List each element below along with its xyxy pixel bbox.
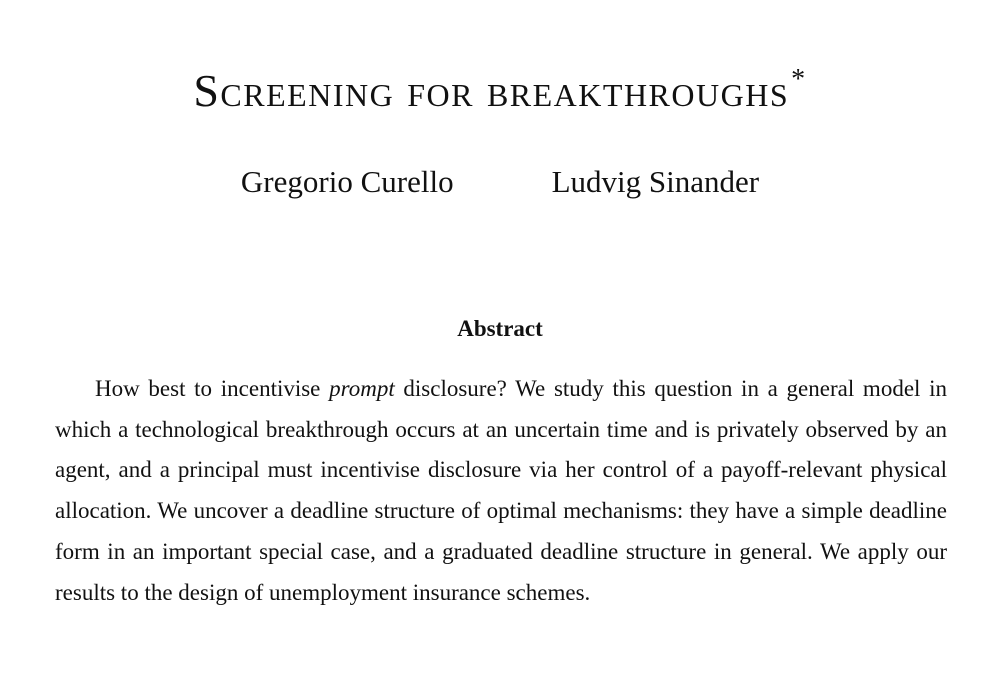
abstract-heading: Abstract (457, 316, 543, 341)
abstract-text-rest: disclosure? We study this question in a general model in which a technological breakthrough occurs at an uncertain time and is privately observed by an agent, and a principal must incentivise disclosure via her control of a payoff-relevant physical allocation. We uncover a deadline structure of optimal mechanisms: they have a simple deadline form in an important special case, and a graduated deadline structure in general. We apply our results to the design of unemployment insurance schemes. (55, 376, 948, 605)
paper-title (0, 52, 1000, 119)
abstract-emphasis: prompt (329, 376, 395, 401)
abstract-text (55, 369, 947, 613)
author-list (0, 162, 1000, 202)
author-name: Ludvig Sinander (551, 164, 760, 199)
abstract-text-start: How best to incentivise (95, 376, 330, 401)
paper-title-text: Screening for breakthroughs (193, 65, 790, 116)
title-footnote-mark: * (791, 64, 807, 95)
author-name: Gregorio Curello (240, 164, 454, 199)
